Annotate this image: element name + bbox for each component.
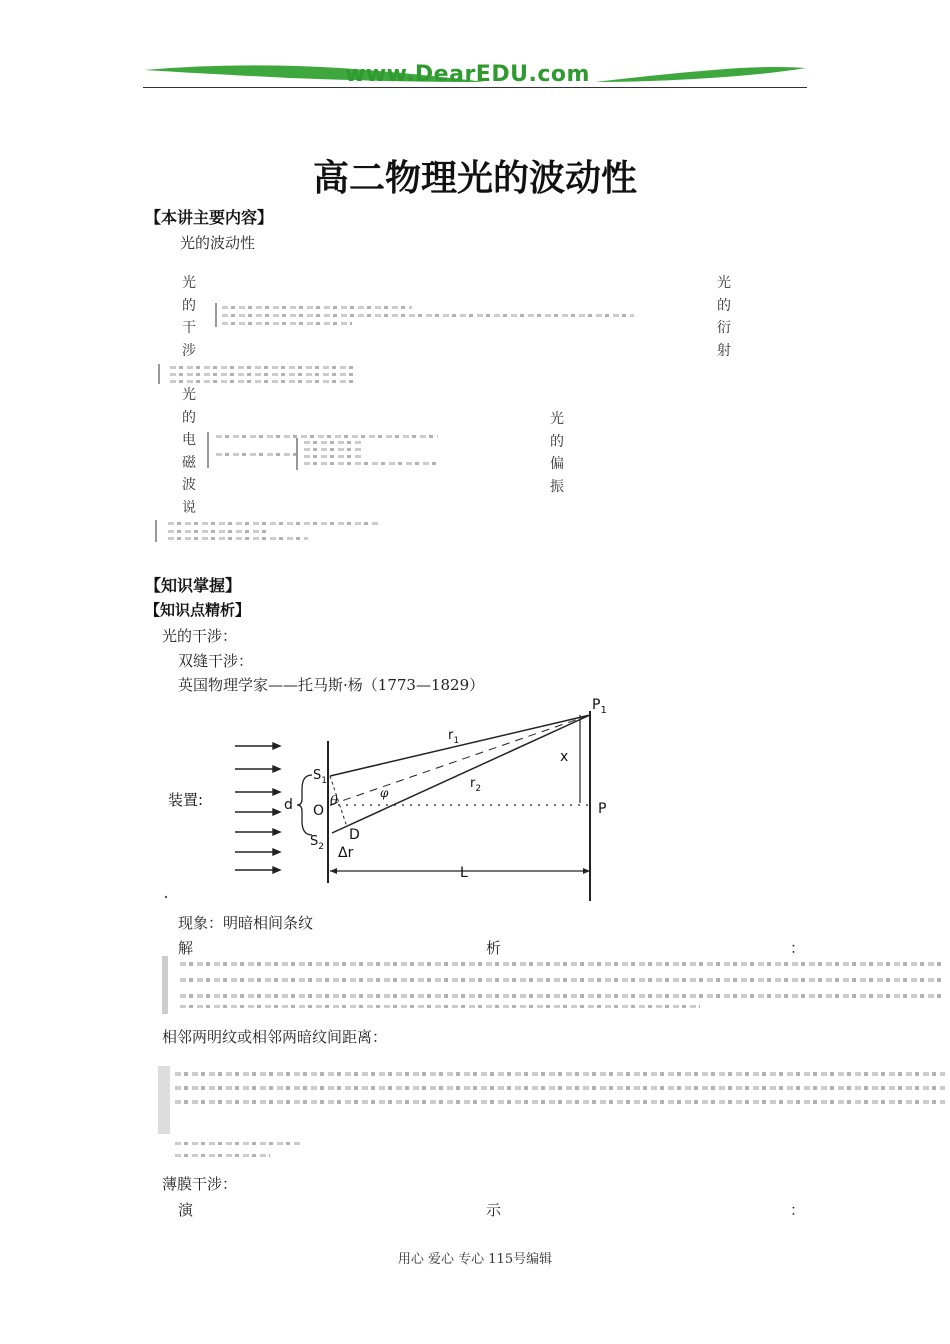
double-slit-label: 双缝干涉： xyxy=(178,652,254,670)
light-arrow xyxy=(235,809,280,815)
light-arrow xyxy=(235,789,280,795)
label-r1: $r_1$ xyxy=(448,728,460,746)
demo-char-1: 演 xyxy=(178,1201,194,1219)
page-title: 高二物理光的波动性 xyxy=(312,157,637,199)
label-theta: θ xyxy=(330,794,338,809)
blurred-formula xyxy=(180,994,945,998)
label-delta-r: Δr xyxy=(338,845,354,861)
label-o: O xyxy=(313,803,325,819)
knowledge-heading: 【知识掌握】 xyxy=(145,576,242,595)
label-p1: $P_1$ xyxy=(592,697,607,716)
blurred-formula xyxy=(180,962,945,966)
outline-diffraction: 光的衍射 xyxy=(717,275,731,359)
outline-brace-1 xyxy=(215,303,217,327)
label-l: L xyxy=(460,865,468,881)
blurred-text xyxy=(304,441,364,444)
blurred-bracket xyxy=(162,956,168,1014)
swoosh-right xyxy=(595,67,806,82)
blurred-formula xyxy=(180,978,945,982)
blurred-formula xyxy=(175,1154,270,1157)
blurred-text xyxy=(304,455,364,458)
label-phi: φ xyxy=(380,786,389,800)
blurred-text xyxy=(216,453,296,456)
blurred-text xyxy=(168,537,308,540)
analysis-char-2: 析 xyxy=(486,939,502,957)
header-rule xyxy=(143,87,807,88)
thin-film-label: 薄膜干涉： xyxy=(162,1175,238,1193)
label-d-point: D xyxy=(349,827,360,843)
outline-interference: 光的干涉 xyxy=(182,275,196,359)
light-arrow xyxy=(235,829,280,835)
page-footer: 用心 爱心 专心 115号编辑 xyxy=(397,1252,553,1267)
label-r2: $r_2$ xyxy=(470,776,482,794)
label-device: 装置: xyxy=(168,791,204,809)
label-p: P xyxy=(598,801,607,817)
blurred-text xyxy=(304,448,364,451)
outline-em-theory: 光的电磁波说 xyxy=(182,387,196,516)
blurred-bracket xyxy=(158,1066,170,1134)
label-s1: $S_1$ xyxy=(313,768,327,786)
outline-brace-5 xyxy=(155,520,157,542)
blurred-text xyxy=(170,366,356,369)
outline-brace-2 xyxy=(158,364,160,384)
light-arrow xyxy=(235,743,280,749)
interference-label: 光的干涉： xyxy=(162,627,238,645)
blurred-text xyxy=(222,306,412,309)
fringe-spacing-line: 相邻两明纹或相邻两暗纹间距离： xyxy=(162,1028,388,1046)
outline-brace-4 xyxy=(296,438,298,470)
blurred-formula xyxy=(175,1086,945,1090)
label-x: x xyxy=(560,749,569,765)
blurred-formula xyxy=(175,1100,945,1104)
l-arrow-right xyxy=(583,868,590,874)
l-arrow-left xyxy=(330,868,337,874)
analysis-char-3: ： xyxy=(790,939,806,957)
analysis-char-1: 解 xyxy=(178,939,194,957)
demo-char-3: ： xyxy=(790,1201,806,1219)
outline-brace-3 xyxy=(207,432,209,468)
site-logo[interactable]: www.DearEDU.com xyxy=(345,62,590,87)
light-arrow xyxy=(235,867,280,873)
blurred-text xyxy=(170,373,356,376)
blurred-text xyxy=(304,462,436,465)
blurred-text xyxy=(216,435,438,438)
outline-polarization: 光的偏振 xyxy=(550,411,564,495)
blurred-text xyxy=(168,530,268,533)
light-arrow xyxy=(235,849,280,855)
blurred-formula xyxy=(180,1005,700,1008)
demo-char-2: 示 xyxy=(486,1201,502,1219)
main-content-heading: 【本讲主要内容】 xyxy=(145,208,274,227)
main-content-text: 光的波动性 xyxy=(180,234,256,252)
light-arrow xyxy=(235,766,280,772)
blurred-text xyxy=(170,380,356,383)
label-d: d xyxy=(284,797,293,813)
caption-dot xyxy=(165,896,167,898)
ray-r2 xyxy=(332,715,590,833)
double-slit-diagram xyxy=(160,693,640,905)
incident-light-arrows xyxy=(235,743,280,873)
knowledge-points-heading: 【知识点精析】 xyxy=(145,601,251,619)
blurred-text xyxy=(222,314,634,317)
d-brace xyxy=(297,775,312,835)
mid-ray xyxy=(330,715,590,805)
label-s2: $S_2$ xyxy=(310,834,324,852)
blurred-text xyxy=(168,522,380,525)
blurred-formula xyxy=(175,1072,945,1076)
scientist-line: 英国物理学家——托马斯·杨（1773—1829） xyxy=(178,676,485,694)
blurred-text xyxy=(222,322,352,325)
ray-r1 xyxy=(330,715,590,776)
blurred-formula xyxy=(175,1142,300,1145)
phenomenon-line: 现象：明暗相间条纹 xyxy=(178,914,314,932)
